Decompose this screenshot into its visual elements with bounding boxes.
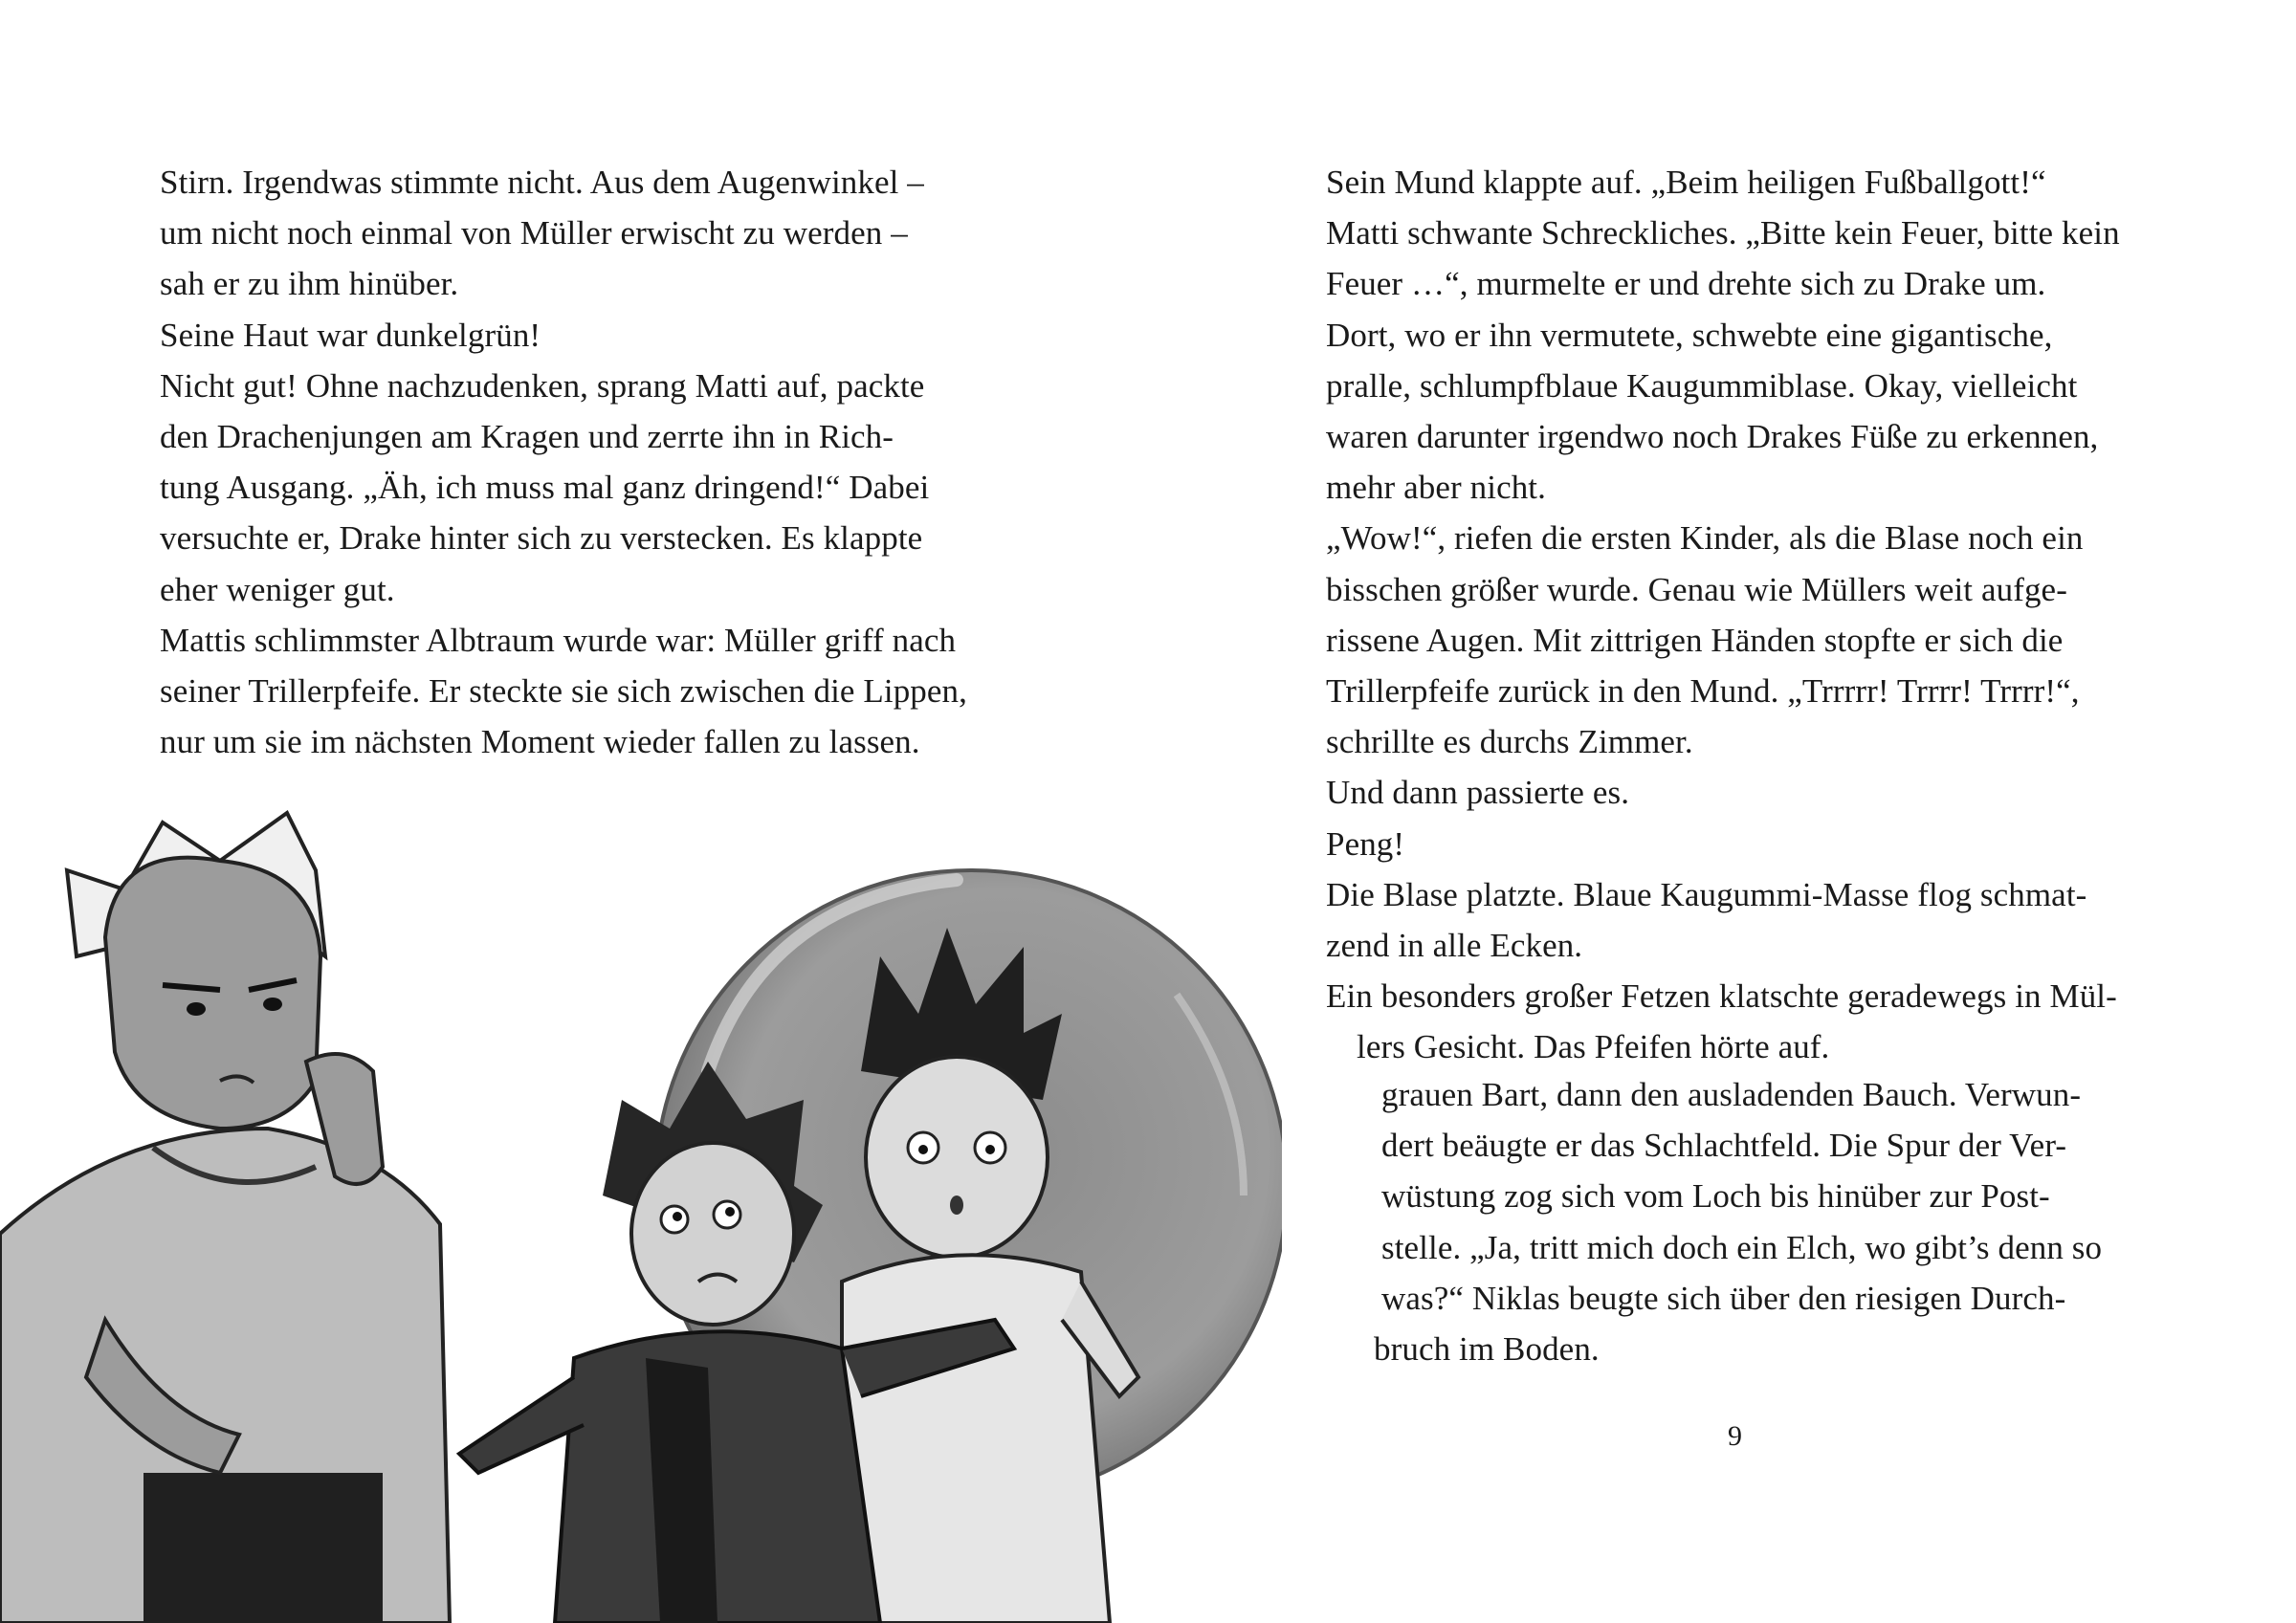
text-line: eher weniger gut.: [160, 570, 395, 608]
text-line: schrillte es durchs Zimmer.: [1326, 723, 1693, 761]
text-line: sah er zu ihm hinüber.: [160, 265, 459, 303]
text-line: Feuer …“, murmelte er und drehte sich zu Drake um.: [1326, 265, 2046, 303]
text-line: seiner Trillerpfeife. Er steckte sie sich zwischen die Lippen,: [160, 672, 967, 710]
text-line: Die Blase platzte. Blaue Kaugummi-Masse flog schmat-: [1326, 875, 2087, 913]
text-line: den Drachenjungen am Kragen und zerrte ihn in Rich-: [160, 418, 894, 455]
text-line: Und dann passierte es.: [1326, 774, 1630, 812]
right-page: [1148, 0, 2296, 1623]
text-line: stelle. „Ja, tritt mich doch ein Elch, wo gibt’s denn so: [1381, 1228, 2103, 1266]
text-line: Stirn. Irgendwas stimmte nicht. Aus dem Augenwinkel –: [160, 164, 924, 201]
text-line: pralle, schlumpfblaue Kaugummiblase. Okay, vielleicht: [1326, 366, 2078, 405]
text-line: bisschen größer wurde. Genau wie Müllers weit aufge-: [1326, 570, 2067, 608]
text-line: Peng!: [1326, 824, 1405, 863]
text-line: lers Gesicht. Das Pfeifen hörte auf.: [1357, 1028, 1830, 1066]
whistle-man: [0, 813, 450, 1623]
illustration: [0, 784, 1282, 1623]
text-line: Trillerpfeife zurück in den Mund. „Trrrrr! Trrrr! Trrrr!“,: [1326, 672, 2080, 710]
text-line: mehr aber nicht.: [1326, 469, 1546, 507]
text-line: wüstung zog sich vom Loch bis hinüber zur Post-: [1381, 1177, 2050, 1216]
text-line: versuchte er, Drake hinter sich zu verstecken. Es klappte: [160, 519, 923, 558]
text-line: tung Ausgang. „Äh, ich muss mal ganz dringend!“ Dabei: [160, 469, 930, 507]
text-line: rissene Augen. Mit zittrigen Händen stopfte er sich die: [1326, 621, 2064, 659]
text-line: Matti schwante Schreckliches. „Bitte kein Feuer, bitte kein: [1326, 214, 2120, 252]
text-line: zend in alle Ecken.: [1326, 927, 1583, 964]
text-line: Dort, wo er ihn vermutete, schwebte eine gigantische,: [1326, 316, 2053, 354]
text-line: Sein Mund klappte auf. „Beim heiligen Fußballgott!“: [1326, 164, 2046, 201]
text-line: Mattis schlimmster Albtraum wurde war: Müller griff nach: [160, 621, 957, 659]
text-line: Nicht gut! Ohne nachzudenken, sprang Matti auf, packte: [160, 366, 925, 405]
text-line: bruch im Boden.: [1374, 1330, 1600, 1368]
text-line: nur um sie im nächsten Moment wieder fallen zu lassen.: [160, 723, 920, 761]
text-line: waren darunter irgendwo noch Drakes Füße zu erkennen,: [1326, 418, 2099, 455]
text-line: dert beäugte er das Schlachtfeld. Die Spur der Ver-: [1381, 1127, 2067, 1165]
text-line: grauen Bart, dann den ausladenden Bauch. Verwun-: [1381, 1076, 2082, 1113]
text-line: Seine Haut war dunkelgrün!: [160, 316, 541, 354]
page-number: 9: [1728, 1420, 1742, 1452]
text-line: was?“ Niklas beugte sich über den riesigen Durch-: [1381, 1279, 2066, 1317]
text-line: „Wow!“, riefen die ersten Kinder, als die Blase noch ein: [1326, 519, 2084, 558]
text-line: um nicht noch einmal von Müller erwischt zu werden –: [160, 214, 908, 252]
text-line: Ein besonders großer Fetzen klatschte geradewegs in Mül-: [1326, 977, 2117, 1016]
